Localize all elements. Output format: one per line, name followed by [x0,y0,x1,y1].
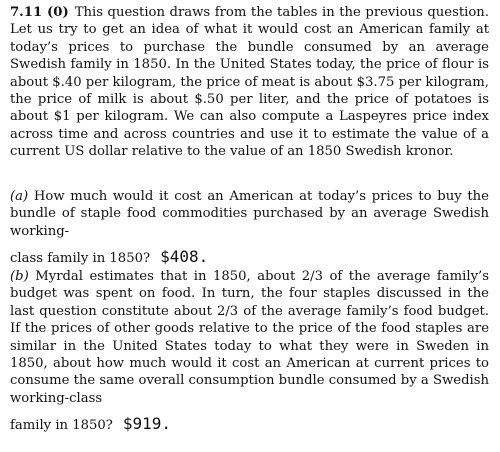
part-a-text: How much would it cost an American at today’s prices to buy the bundle of staple food commodities purchased by an average Swedish working- [10,189,489,239]
part-b-answer: $919. [122,414,172,434]
part-a-last-line-wrap [10,248,208,267]
problem-number: 7.11 (0) [10,5,69,20]
part-a-label: (a) [10,189,29,204]
problem-intro [10,4,489,161]
part-a [10,188,489,268]
part-b-label: (b) [10,269,29,284]
part-a-last-line: class family in 1850? [10,251,151,267]
problem-intro-text: This question draws from the tables in the previous question. Let us try to get an idea of what it would cost an American family at today’s prices to purchase the bundle consumed by an average Swedish family in 1850. In the United States today, the price of flour is about $.40 per kilogram, the price of meat is about $3.75 per kilogram, the price of milk is about $.50 per liter, and the price of potatoes is about $1 per kilogram. We can also compute a Laspeyres price index across time and across countries and use it to estimate the value of a current US dollar relative to the value of an 1850 Swedish kronor. [10,5,489,160]
part-b-last-line: family in 1850? [10,418,113,434]
part-a-answer: $408. [160,247,209,267]
part-b-text: Myrdal estimates that in 1850, about 2/3 of the average family’s budget was spent on food. In turn, the four staples discussed in the last question constitute about 2/3 of the average family’s food budget. If the prices of other goods relative to the price of the food staples are similar in the United States today to what they were in Sweden in 1850, about how much would it cost an American at current prices to consume the same overall consumption bundle consumed by a Swedish working-class [10,269,489,406]
part-b [10,268,489,435]
part-b-last-line-wrap [10,415,171,434]
